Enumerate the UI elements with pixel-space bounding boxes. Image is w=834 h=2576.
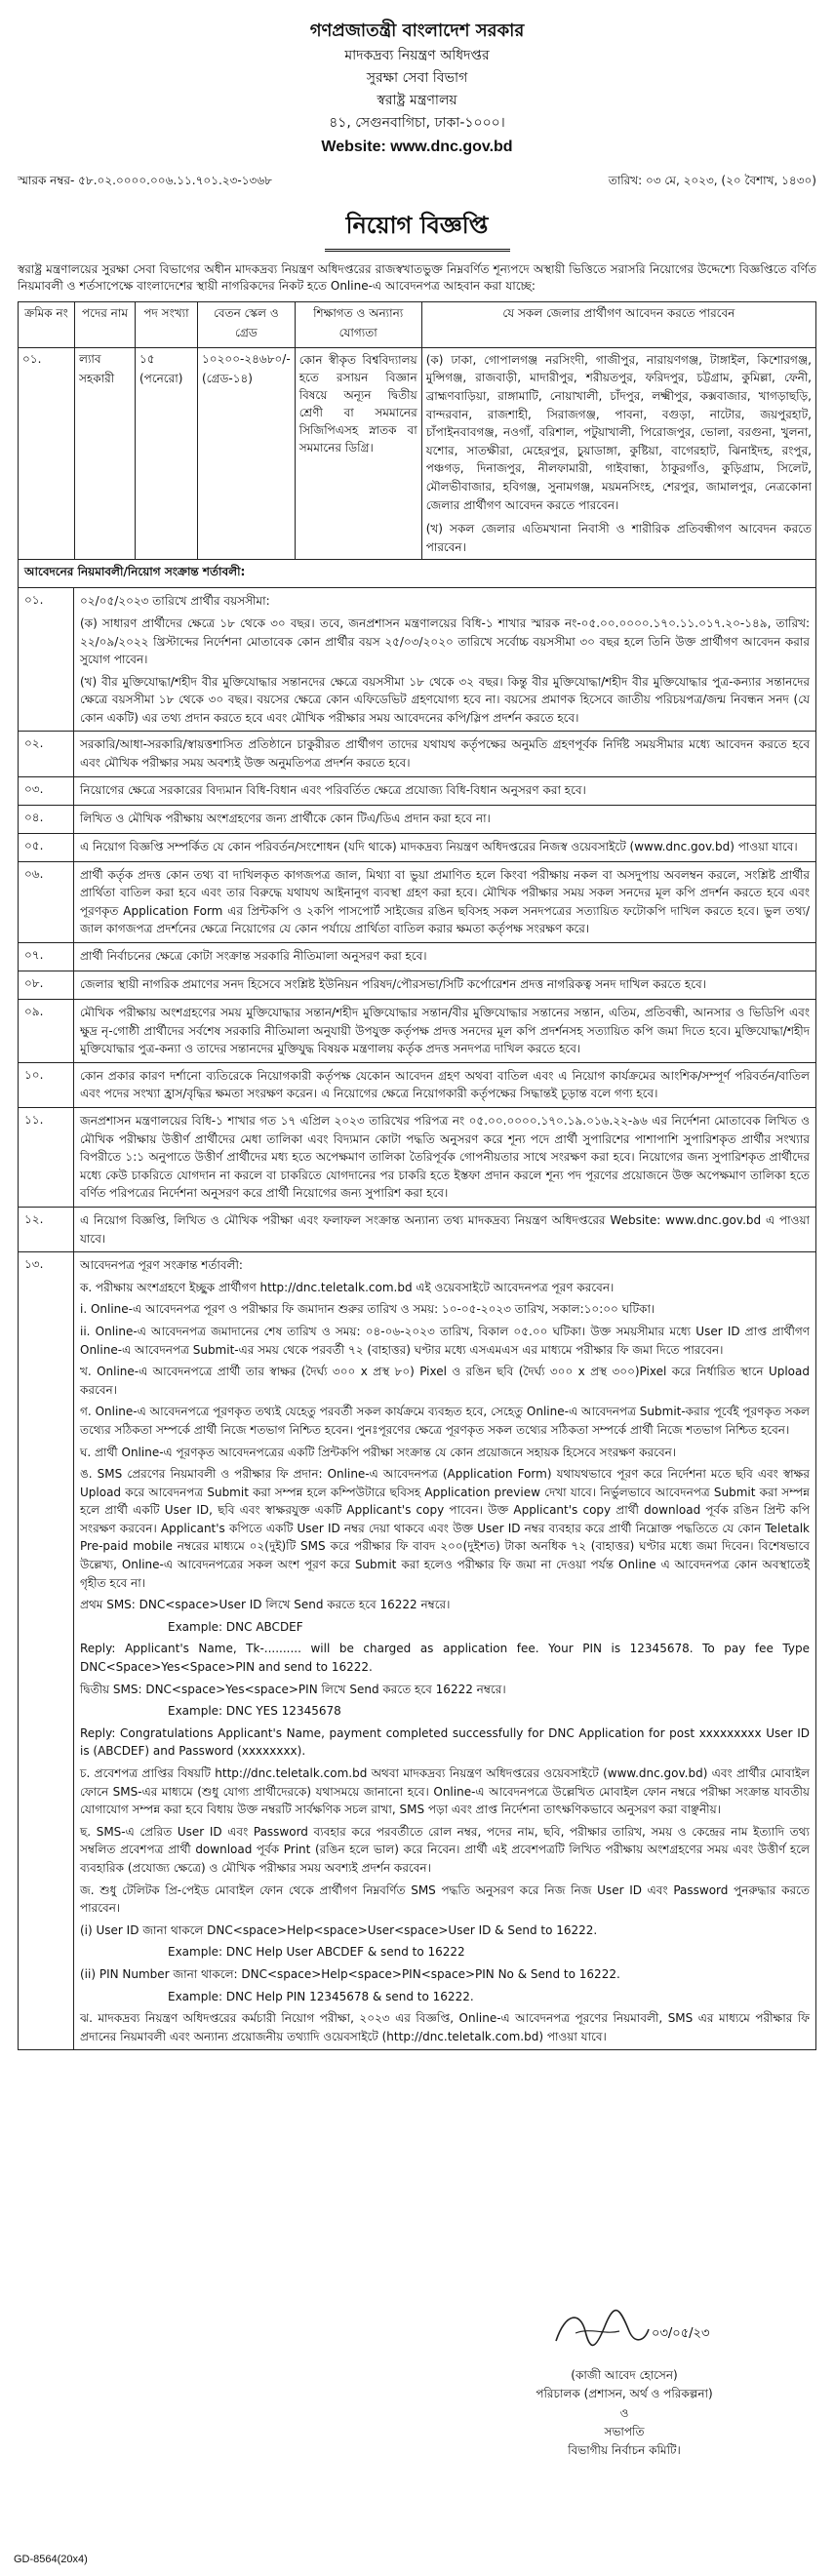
condition-paragraph: কোন প্রকার কারণ দর্শানো ব্যতিরেকে নিয়োগকারী কর্তৃপক্ষ যেকোন আবেদন গ্রহণ অথবা বাতিল এবং এ নিয়োগ কার্যক্রমের আংশিক/সম্পূর্ণ পরিবর্তন/বাতিল এবং পদের সংখ্যা হ্রাস/বৃদ্ধির ক্ষমতা সংরক্ষণ করেন। এ নিয়োগের ক্ষেত্রে নিয়োগকারী কর্তৃপক্ষের সিদ্ধান্তই চূড়ান্ত বলে গণ্য হবে। [80,1068,810,1101]
condition-number: ১৩. [24,1257,44,1272]
condition-text [73,588,815,731]
signatory-name: (কাজী আবেদ হোসেন) [571,2368,678,2383]
condition-paragraph: আবেদনপত্র পূরণ সংক্রান্ত শর্তাবলী: [80,1258,243,1273]
condition-paragraph: প্রার্থী কর্তৃক প্রদত্ত কোন তথ্য বা দাখিলকৃত কাগজপত্র জাল, মিথ্যা বা ভুয়া প্রমাণিত হলে কিংবা পরীক্ষায় নকল বা অসদুপায় অবলম্বন করলে, সংশ্লিষ্ট প্রার্থীর প্রার্থিতা বাতিল করা হবে এবং তার বিরুদ্ধে যথাযথ আইনানুগ ব্যবস্থা গ্রহণ করা হবে। মৌখিক পরীক্ষার সময় সকল সনদের মূল কপি প্রদর্শন করতে হবে এবং পূরণকৃত Application Form এর প্রিন্টকপি ও ২কপি পাসপোর্ট সাইজের রঙিন ছবিসহ সকল সনদপত্রের সত্যায়িত ফটোকপি দাখিল করতে হবে। ভুল তথ্য/জাল কাগজপত্র প্রদর্শনের ক্ষেত্রে নিয়োগের যে কোন পর্যায়ে প্রার্থিতা বাতিল করার ক্ষমতা কর্তৃপক্ষ সংরক্ষণ করে। [80,867,810,936]
website-line: Website: www.dnc.gov.bd [321,139,513,155]
col-scale: বেতন স্কেল ও গ্রেড [198,301,296,347]
condition-paragraph: ক. পরীক্ষায় অংশগ্রহণে ইচ্ছুক প্রার্থীগণ http://dnc.teletalk.com.bd এই ওয়েবসাইটে আবেদনপত্র পূরণ করবেন। [80,1280,615,1294]
row-count: ১৫ (পনেরো) [136,347,198,560]
condition-number: ১২. [24,1211,44,1226]
condition-paragraph: প্রার্থী নির্বাচনের ক্ষেত্রে কোটা সংক্রান্ত সরকারি নীতিমালা অনুসরণ করা হবে। [80,949,427,964]
intro-paragraph: স্বরাষ্ট্র মন্ত্রণালয়ের সুরক্ষা সেবা বিভাগের অধীন মাদকদ্রব্য নিয়ন্ত্রণ অধিদপ্তরের রাজস্বখাতভুক্ত নিম্নবর্ণিত শূন্যপদে অস্থায়ী ভিত্তিতে সরাসরি নিয়োগের উদ্দেশ্যে বিজ্ঞপ্তিতে বর্ণিত নিয়মাবলী ও শর্তসাপেক্ষে বাংলাদেশের স্থায়ী নাগরিকদের নিকট হতে Online-এ আবেদনপত্র আহবান করা যাচ্ছে: [18,262,816,294]
condition-text [73,1000,815,1062]
condition-paragraph: (খ) বীর মুক্তিযোদ্ধা/শহীদ বীর মুক্তিযোদ্ধার সন্তানদের ক্ষেত্রে বয়সসীমা ১৮ থেকে ৩২ বছর। কিন্তু বীর মুক্তিযোদ্ধা/শহীদ বীর মুক্তিযোদ্ধার পুত্র-কন্যার সন্তানদের ক্ষেত্রে বয়সসীমা ১৮ থেকে ৩০ বছর। বয়সের ক্ষেত্রে কোন এফিডেভিট গ্রহণযোগ্য হবে না। বয়সের প্রমাণক হিসেবে জাতীয় পরিচয়পত্র/জন্ম নিবন্ধন সনদ (যে কোন একটি) এর তথ্য প্রদান করতে হবে এবং মৌখিক পরীক্ষার সময় আবেদনের কপি/স্লিপ প্রদর্শন করতে হবে। [80,674,810,725]
division-name: সুরক্ষা সেবা বিভাগ [366,70,468,86]
condition-text [73,1252,815,2049]
districts-general: (ক) ঢাকা, গোপালগঞ্জ নরসিংদী, গাজীপুর, নারায়ণগঞ্জ, টাঙ্গাইল, কিশোরগঞ্জ, মুন্সিগঞ্জ, রাজবাড়ী, মাদারীপুর, শরীয়তপুর, ফরিদপুর, চট্টগ্রাম, কুমিল্লা, ফেনী, ব্রাহ্মণবাড়িয়া, রাঙ্গামাটি, নোয়াখালী, চাঁদপুর, লক্ষ্মীপুর, কক্সবাজার, খাগড়াছড়ি, বান্দরবান, রাজশাহী, সিরাজগঞ্জ, পাবনা, বগুড়া, নাটোর, জয়পুরহাট, চাঁপাইনবাবগঞ্জ, নওগাঁ, বরিশাল, পটুয়াখালী, পিরোজপুর, ভোলা, বরগুনা, খুলনা, যশোর, সাতক্ষীরা, মেহেরপুর, চুয়াডাঙ্গা, কুষ্টিয়া, বাগেরহাট, ঝিনাইদহ, রংপুর, পঞ্চগড়, দিনাজপুর, নীলফামারী, গাইবান্ধা, ঠাকুরগাঁও, কুড়িগ্রাম, সিলেট, মৌলভীবাজার, হবিগঞ্জ, সুনামগঞ্জ, ময়মনসিংহ, শেরপুর, জামালপুর, নেত্রকোনা জেলার প্রার্থীগণ আবেদন করতে পারবেন। [425,352,812,512]
condition-paragraph: মৌখিক পরীক্ষায় অংশগ্রহণের সময় মুক্তিযোদ্ধার সন্তান/শহীদ মুক্তিযোদ্ধার সন্তান/বীর মুক্তিযোদ্ধার সন্তানের সন্তান, এতিম, প্রতিবন্ধী, আনসার ও ভিডিপি এবং ক্ষুদ্র নৃ-গোষ্ঠী প্রার্থীদের সর্বশেষ সরকারি নীতিমালা অনুযায়ী উপযুক্ত কর্তৃপক্ষ প্রদত্ত সনদের মূল কপি প্রদর্শনসহ সত্যায়িত কপি জমা দিতে হবে। মুক্তিযোদ্ধা/শহীদ মুক্তিযোদ্ধার পুত্র-কন্যা ও তাদের সন্তানদের মুক্তিযুদ্ধ বিষয়ক মন্ত্রণালয় কর্তৃক প্রদত্ত সনদপত্র দাখিল করতে হবে। [80,1006,810,1056]
condition-item [19,861,815,942]
condition-item [19,1062,815,1107]
condition-text [73,834,815,861]
condition-number: ১১. [24,1113,44,1127]
condition-paragraph: Example: DNC Help User ABCDEF & send to 16222 [168,1945,465,1960]
conditions-title: আবেদনের নিয়মাবলী/নিয়োগ সংক্রান্ত শর্তাবলী: [18,560,816,588]
reference-row [18,173,816,192]
districts-special: (খ) সকল জেলার এতিমখানা নিবাসী ও শারীরিক প্রতিবন্ধীগণ আবেদন করতে পারবেন। [425,522,812,554]
condition-item [19,1251,815,2049]
condition-item [19,588,815,731]
condition-paragraph: Example: DNC Help PIN 12345678 & send to 16222. [168,1989,474,2003]
condition-text [73,862,815,942]
print-code: GD-8564(20x4) [14,2554,88,2565]
condition-paragraph: জেলার স্থায়ী নাগরিক প্রমাণের সনদ হিসেবে সংশ্লিষ্ট ইউনিয়ন পরিষদ/পৌরসভা/সিটি কর্পোরেশন প্রদত্ত নাগরিকত্ব সনদ দাখিল করতে হবে। [80,977,706,992]
condition-item [19,999,815,1062]
condition-paragraph: জ. শুধু টেলিটক প্রি-পেইড মোবাইল ফোন থেকে প্রার্থীগণ নিম্নবর্ণিত SMS পদ্ধতি অনুসরণ করে নিজ নিজ User ID এবং Password পুনরুদ্ধার করতে পারবেন। [80,1882,810,1916]
memo-number: স্মারক নম্বর- ৫৮.০২.০০০০.০০৬.১১.৭০১.২৩-১৩৬৮ [18,174,272,187]
ministry-name: স্বরাষ্ট্র মন্ত্রণালয় [377,93,457,108]
condition-number: ০৯. [24,1005,44,1019]
vacancy-table [18,301,816,561]
condition-paragraph: নিয়োগের ক্ষেত্রে সরকারের বিদ্যমান বিধি-বিধান এবং পরিবর্তিত ক্ষেত্রে প্রযোজ্য বিধি-বিধান অনুসরণ করা হবে। [80,782,586,797]
condition-item [19,776,815,805]
condition-item [19,805,815,833]
condition-paragraph: ঙ. SMS প্রেরণের নিয়মাবলী ও পরীক্ষার ফি প্রদান: Online-এ আবেদনপত্র (Application Form) যথাযথভাবে পূরণ করে নির্দেশনা মতে ছবি এবং স্বাক্ষর Upload করে আবেদনপত্র Submit করা সম্পন্ন হলে কম্পিউটারে ছবিসহ Application preview দেখা যাবে। নির্ভুলভাবে আবেদনপত্র Submit করা সম্পন্ন হলে প্রার্থী একটি User ID, ছবি এবং স্বাক্ষরযুক্ত একটি Applicant's copy পাবেন। উক্ত Applicant's copy প্রার্থী download পূর্বক রঙিন প্রিন্ট কপি সংরক্ষণ করবেন। Applicant's কপিতে একটি User ID নম্বর দেয়া থাকবে এবং উক্ত User ID নম্বর ব্যবহার করে প্রার্থী নিম্নোক্ত পদ্ধতিতে যে কোন Teletalk Pre-paid mobile নম্বরের মাধ্যমে ০২(দুই)টি SMS করে পরীক্ষার ফি বাবদ ২০০(দুইশত) টাকা অনধিক ৭২ (বাহাত্তর) ঘণ্টার মধ্যে জমা দিবেন। বিশেষভাবে উল্লেখ্য, Online-এ আবেদনপত্রের সকল অংশ পূরণ করে Submit করা হলেও পরীক্ষার ফি জমা না দেওয়া পর্যন্ত Online এ আবেদনপত্র কোন অবস্থাতেই গৃহীত হবে না। [80,1467,810,1590]
condition-paragraph: এ নিয়োগ বিজ্ঞপ্তি সম্পর্কিত যে কোন পরিবর্তন/সংশোধন (যদি থাকে) মাদকদ্রব্য নিয়ন্ত্রণ অধিদপ্তরের নিজস্ব ওয়েবসাইটে (www.dnc.gov.bd) পাওয়া যাবে। [80,839,798,853]
condition-text [73,806,815,833]
condition-text [73,1208,815,1251]
col-serial: ক্রমিক নং [19,301,75,347]
office-address: ৪১, সেগুনবাগিচা, ঢাকা-১০০০। [329,115,505,131]
condition-text [73,732,815,775]
condition-paragraph: খ. Online-এ আবেদনপত্রে প্রার্থী তার স্বাক্ষর (দৈর্ঘ্য ৩০০ x প্রস্থ ৮০) Pixel ও রঙিন ছবি (দৈর্ঘ্য ৩০০ x প্রস্থ ৩০০)Pixel করে নির্ধারিত স্থানে Upload করবেন। [80,1365,810,1397]
condition-number: ০১. [24,593,44,608]
condition-paragraph: জনপ্রশাসন মন্ত্রণালয়ের বিধি-১ শাখার গত ১৭ এপ্রিল ২০২৩ তারিখের পরিপত্র নং ০৫.০০.০০০০.১৭০.১৯.০১৬.২২-৯৬ এর নির্দেশনা মোতাবেক লিখিত ও মৌখিক পরীক্ষায় উত্তীর্ণ প্রার্থীদের মেধা তালিকা এবং বিদ্যমান কোটা পদ্ধতি অনুসরণ করে শূন্য পদে প্রার্থী সুপারিশের পাশাপাশি সুপারিশকৃত প্রার্থীর সংখ্যার বিপরীতে ১:১ অনুপাতে উত্তীর্ণ প্রার্থীদের মধ্য হতে অপেক্ষমাণ তালিকা তৈরিপূর্বক গোপনীয়তার সাথে সংরক্ষণ করা হবে। নিয়োগের জন্য সুপারিশকৃত প্রার্থীদের মধ্যে কেউ চাকরিতে যোগদান না করলে বা চাকরিতে যোগদানের পর চাকরি হতে ইস্তফা প্রদান করলে শূন্য পদ পূরণের প্রয়োজনে উক্ত অপেক্ষমাণ তালিকা হতে বর্ণিত পরিপত্রের নির্দেশনা অনুসরণ করে প্রার্থী নিয়োগের জন্য সুপারিশ করা হবে। [80,1114,810,1201]
condition-number: ০৫. [24,838,44,852]
condition-paragraph: গ. Online-এ আবেদনপত্রে পূরণকৃত তথ্যই যেহেতু পরবর্তী সকল কার্যক্রমে ব্যবহৃত হবে, সেহেতু Online-এ আবেদনপত্র Submit-করার পূর্বেই পূরণকৃত সকল তথ্যের সঠিকতা সম্পর্কে প্রার্থী নিজে শতভাগ নিশ্চিত হবেন। পুনঃপূরণের ক্ষেত্রে পূরণকৃত সকল তথ্যের সঠিকতা সম্পর্কে প্রার্থী নিজে শতভাগ নিশ্চিত হবেন। [80,1405,810,1437]
row-districts [421,347,815,560]
signatory-role: সভাপতি [604,2424,645,2438]
condition-item [19,1107,815,1207]
condition-paragraph: (ii) PIN Number জানা থাকলে: DNC<space>Help<space>PIN<space>PIN No & Send to 16222. [80,1966,620,1981]
table-header-row [19,301,816,347]
signature-date: ০৩/০৫/২৩ [652,2326,710,2341]
row-serial: ০১. [19,347,75,560]
table-row [19,347,816,560]
condition-paragraph: প্রথম SMS: DNC<space>User ID লিখে Send করতে হবে 16222 নম্বরে। [80,1598,451,1612]
row-scale: ১০২০০-২৪৬৮০/- (গ্রেড-১৪) [198,347,296,560]
condition-paragraph: Example: DNC ABCDEF [168,1619,303,1634]
condition-item [19,731,815,775]
notice-title: নিয়োগ বিজ্ঞপ্তি [325,208,510,252]
col-districts: যে সকল জেলার প্রার্থীগণ আবেদন করতে পারবেন [421,301,815,347]
condition-paragraph: ০২/০৫/২০২৩ তারিখে প্রার্থীর বয়সসীমা: [80,594,270,609]
condition-number: ১০. [24,1067,44,1082]
condition-paragraph: Reply: Congratulations Applicant's Name, payment completed successfully for DNC Application for post xxxxxxxxx User ID is (ABCDEF) and Password (xxxxxxxx). [80,1725,810,1759]
condition-paragraph: (ক) সাধারণ প্রার্থীদের ক্ষেত্রে ১৮ থেকে ৩০ বছর। তবে, জনপ্রশাসন মন্ত্রণালয়ের বিধি-১ শাখার স্মারক নং-০৫.০০.০০০০.১৭০.১১.০১৭.২০-১৪৯, তারিখ: ২২/০৯/২০২২ খ্রিস্টাব্দের নির্দেশনা মোতাবেক কোন প্রার্থীর বয়স ২৫/০৩/২০২০ তারিখে সর্বোচ্চ বয়সসীমা ৩০ বছর হলে তিনি উক্ত প্রার্থীগণ আবেদন করার সুযোগ পাবেন। [80,615,810,667]
letterhead [18,18,816,159]
condition-item [19,1207,815,1251]
signatory-designation: পরিচালক (প্রশাসন, অর্থ ও পরিকল্পনা) [536,2387,713,2401]
condition-text [73,971,815,999]
government-name: গণপ্রজাতন্ত্রী বাংলাদেশ সরকার [309,20,525,41]
condition-paragraph: লিখিত ও মৌখিক পরীক্ষায় অংশগ্রহণের জন্য প্রার্থীকে কোন টিএ/ডিএ প্রদান করা হবে না। [80,811,491,825]
condition-paragraph: দ্বিতীয় SMS: DNC<space>Yes<space>PIN লিখে Send করতে হবে 16222 নম্বরে। [80,1682,506,1696]
condition-text [73,1108,815,1207]
condition-paragraph: এ নিয়োগ বিজ্ঞপ্তি, লিখিত ও মৌখিক পরীক্ষা এবং ফলাফল সংক্রান্ত অন্যান্য তথ্য মাদকদ্রব্য নিয়ন্ত্রণ অধিদপ্তরের Website: www.dnc.gov.bd এ পাওয়া যাবে। [80,1212,810,1246]
condition-paragraph: ছ. SMS-এ প্রেরিত User ID এবং Password ব্যবহার করে পরবর্তীতে রোল নম্বর, পদের নাম, ছবি, পরীক্ষার তারিখ, সময় ও কেন্দ্রের নাম ইত্যাদি তথ্য সম্বলিত প্রবেশপত্র প্রার্থী download পূর্বক Print (রঙিন হলে ভাল) করে নিবেন। প্রার্থী এই প্রবেশপত্রটি লিখিত পরীক্ষায় অংশগ্রহণের সময় এবং উত্তীর্ণ হলে ব্যবহারিক (প্রযোজ্য ক্ষেত্রে) ও মৌখিক পরীক্ষার সময় অবশ্যই প্রদর্শন করবেন। [80,1824,810,1875]
condition-paragraph: ii. Online-এ আবেদনপত্র জমাদানের শেষ তারিখ ও সময়: ০৪-০৬-২০২৩ তারিখ, বিকাল ০৫.০০ ঘটিকা। উক্ত সময়সীমার মধ্যে User ID প্রাপ্ত প্রার্থীগণ Online-এ আবেদনপত্র Submit-এর সময় থেকে পরবর্তী ৭২ (বাহাত্তর) ঘণ্টার মধ্যে এসএমএস এর মাধ্যমে পরীক্ষার ফি জমা দিতে পারবেন। [80,1324,810,1357]
condition-paragraph: Reply: Applicant's Name, Tk-.......... will be charged as application fee. Your PIN is 12345678. To pay fee Type DNC<Space>Yes<Space>PIN and send to 16222. [80,1642,810,1675]
department-name: মাদকদ্রব্য নিয়ন্ত্রণ অধিদপ্তর [344,48,490,63]
condition-paragraph: চ. প্রবেশপত্র প্রাপ্তির বিষয়টি http://dnc.teletalk.com.bd অথবা মাদকদ্রব্য নিয়ন্ত্রণ অধিদপ্তরের ওয়েবসাইটে (www.dnc.gov.bd) এবং প্রার্থীর মোবাইল ফোনে SMS-এর মাধ্যমে (শুধু যোগ্য প্রার্থীদেরকে) যথাসময়ে জানানো হবে। Online-এ আবেদনপত্রে উল্লেখিত মোবাইল ফোন নম্বরে পরীক্ষা সংক্রান্ত যাবতীয় যোগাযোগ সম্পন্ন করা হবে বিধায় উক্ত নম্বরটি সার্বক্ষণিক সচল রাখা, SMS পড়া এবং প্রাপ্ত নির্দেশনা তাৎক্ষণিকভাবে অনুসরণ করা বাঞ্ছনীয়। [80,1766,810,1817]
condition-number: ০৬. [24,866,44,881]
col-count: পদ সংখ্যা [136,301,198,347]
condition-item [19,833,815,861]
condition-paragraph: i. Online-এ আবেদনপত্র পূরণ ও পরীক্ষার ফি জমাদান শুরুর তারিখ ও সময়: ১০-০৫-২০২৩ তারিখ, সকাল:১০:০০ ঘটিকা। [80,1302,655,1317]
condition-text [73,777,815,805]
signature-block [439,2302,810,2460]
condition-paragraph: ঘ. প্রার্থী Online-এ পূরণকৃত আবেদনপত্রের একটি প্রিন্টকপি পরীক্ষা সংক্রান্ত যে কোন প্রয়োজনে সহায়ক হিসেবে সংরক্ষণ করবেন। [80,1445,677,1459]
col-post: পদের নাম [75,301,136,347]
condition-paragraph: সরকারি/আধা-সরকারি/স্বায়ত্তশাসিত প্রতিষ্ঠানে চাকুরীরত প্রার্থীগণ তাদের যথাযথ কর্তৃপক্ষের অনুমতি গ্রহণপূর্বক নির্দিষ্ট সময়সীমার মধ্যে আবেদন করতে হবে এবং মৌখিক পরীক্ষার সময় অবশ্যই উক্ত অনুমতিপত্র প্রদর্শন করতে হবে। [80,737,810,771]
condition-item [19,942,815,971]
signatory-and: ও [619,2405,629,2420]
signature-mark [536,2302,712,2360]
condition-paragraph: (i) User ID জানা থাকলে DNC<space>Help<space>User<space>User ID & Send to 16222. [80,1922,598,1937]
signatory-committee: বিভাগীয় নির্বাচন কমিটি। [568,2442,681,2457]
col-qualification: শিক্ষাগত ও অন্যান্য যোগ্যতা [295,301,421,347]
condition-number: ০২. [24,736,44,751]
condition-paragraph: ঝ. মাদকদ্রব্য নিয়ন্ত্রণ অধিদপ্তরের কর্মচারী নিয়োগ পরীক্ষা, ২০২৩ এর বিজ্ঞপ্তি, Online-এ আবেদনপত্র পূরণের নিয়মাবলী, SMS এর মাধ্যমে পরীক্ষার ফি প্রদানের নিয়মাবলী এবং অন্যান্য প্রয়োজনীয় তথ্যাদি ওয়েবসাইটে (http://dnc.teletalk.com.bd) পাওয়া যাবে। [80,2011,810,2043]
condition-number: ০৩. [24,781,44,796]
conditions-list [18,588,816,2050]
row-qualification: কোন স্বীকৃত বিশ্ববিদ্যালয় হতে রসায়ন বিজ্ঞান বিষয়ে অন্যূন দ্বিতীয় শ্রেণী বা সমমানের সিজিপিএসহ স্নাতক বা সমমানের ডিগ্রি। [295,347,421,560]
condition-number: ০৭. [24,948,44,963]
memo-date: তারিখ: ০৩ মে, ২০২৩, (২০ বৈশাখ, ১৪৩০) [608,174,816,187]
condition-text [73,943,815,971]
condition-number: ০৪. [24,810,44,824]
row-post: ল্যাব সহকারী [75,347,136,560]
condition-item [19,971,815,999]
condition-paragraph: Example: DNC YES 12345678 [168,1704,341,1719]
condition-text [73,1063,815,1107]
condition-number: ০৮. [24,976,44,991]
